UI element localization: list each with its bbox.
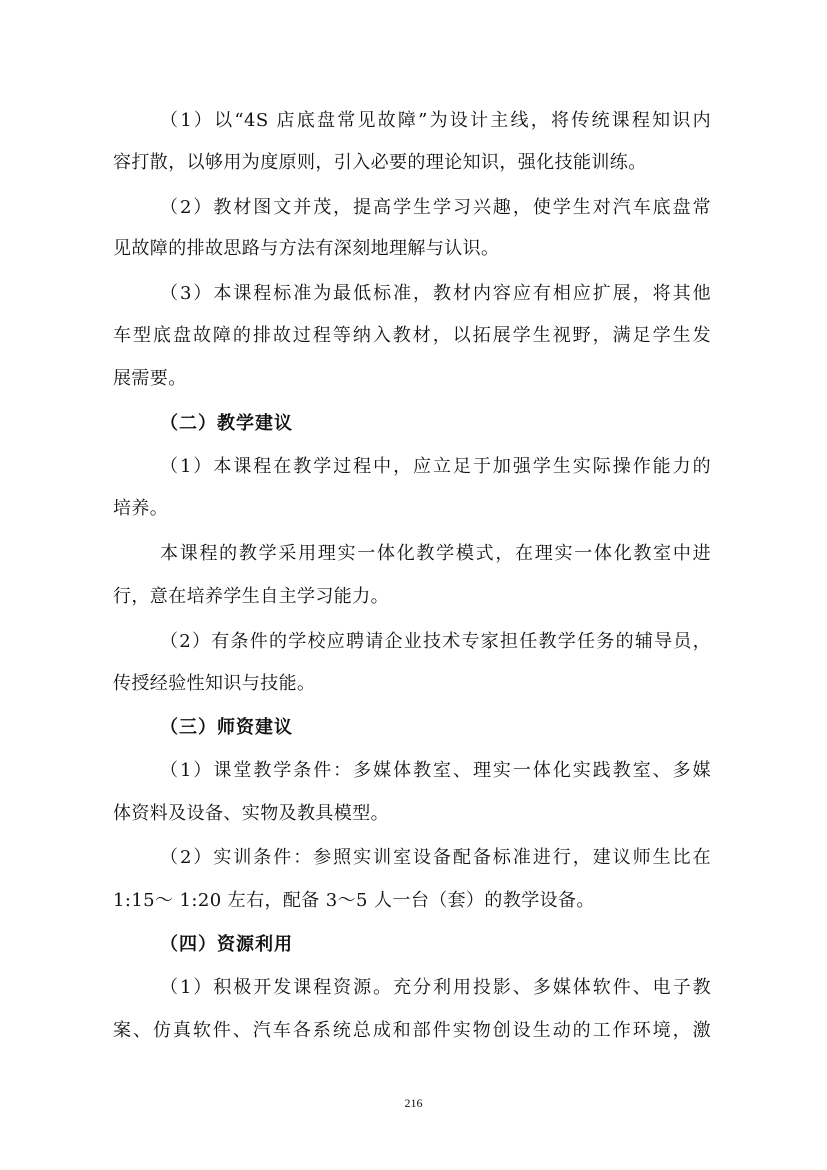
para-2-line-1: （2）教材图文并茂，提高学生学习兴趣，使学生对汽车底盘常	[160, 197, 711, 218]
para-7-line-1: （2）有条件的学校应聘请企业技术专家担任教学任务的辅导员，	[160, 631, 711, 652]
para-12-line-1: （1）积极开发课程资源。充分利用投影、多媒体软件、电子教	[160, 977, 711, 998]
para-10-line-2: 1:15～ 1:20 左右，配备 3～5 人一台（套）的教学设备。	[113, 890, 595, 911]
para-3-line-1: （3）本课程标准为最低标准，教材内容应有相应扩展，将其他	[160, 283, 711, 304]
para-10-line-1: （2）实训条件：参照实训室设备配备标准进行，建议师生比在	[160, 847, 711, 868]
para-9-line-1: （1）课堂教学条件：多媒体教室、理实一体化实践教室、多媒	[160, 760, 711, 781]
section-heading-teaching: （二）教学建议	[160, 413, 293, 434]
para-12-line-2: 案、仿真软件、汽车各系统总成和部件实物创设生动的工作环境，激	[113, 1020, 711, 1041]
para-5-line-1: （1）本课程在教学过程中，应立足于加强学生实际操作能力的	[160, 456, 711, 477]
section-heading-faculty: （三）师资建议	[160, 717, 293, 738]
page-number: 216	[404, 1096, 423, 1110]
para-5-line-2: 培养。	[113, 498, 169, 519]
para-7-line-2: 传授经验性知识与技能。	[113, 673, 316, 694]
para-2-line-2: 见故障的排故思路与方法有深刻地理解与认识。	[113, 238, 500, 259]
para-1-line-1: （1）以“4S 店底盘常见故障”为设计主线，将传统课程知识内	[160, 110, 711, 131]
para-6-line-2: 行，意在培养学生自主学习能力。	[113, 586, 389, 607]
para-9-line-2: 体资料及设备、实物及教具模型。	[113, 803, 389, 824]
section-heading-resources: （四）资源利用	[160, 934, 293, 955]
para-1-line-2: 容打散，以够用为度原则，引入必要的理论知识，强化技能训练。	[113, 152, 647, 173]
para-3-line-2: 车型底盘故障的排故过程等纳入教材，以拓展学生视野，满足学生发	[113, 325, 711, 346]
para-6-line-1: 本课程的教学采用理实一体化教学模式，在理实一体化教室中进	[160, 543, 711, 564]
para-3-line-3: 展需要。	[113, 368, 187, 389]
